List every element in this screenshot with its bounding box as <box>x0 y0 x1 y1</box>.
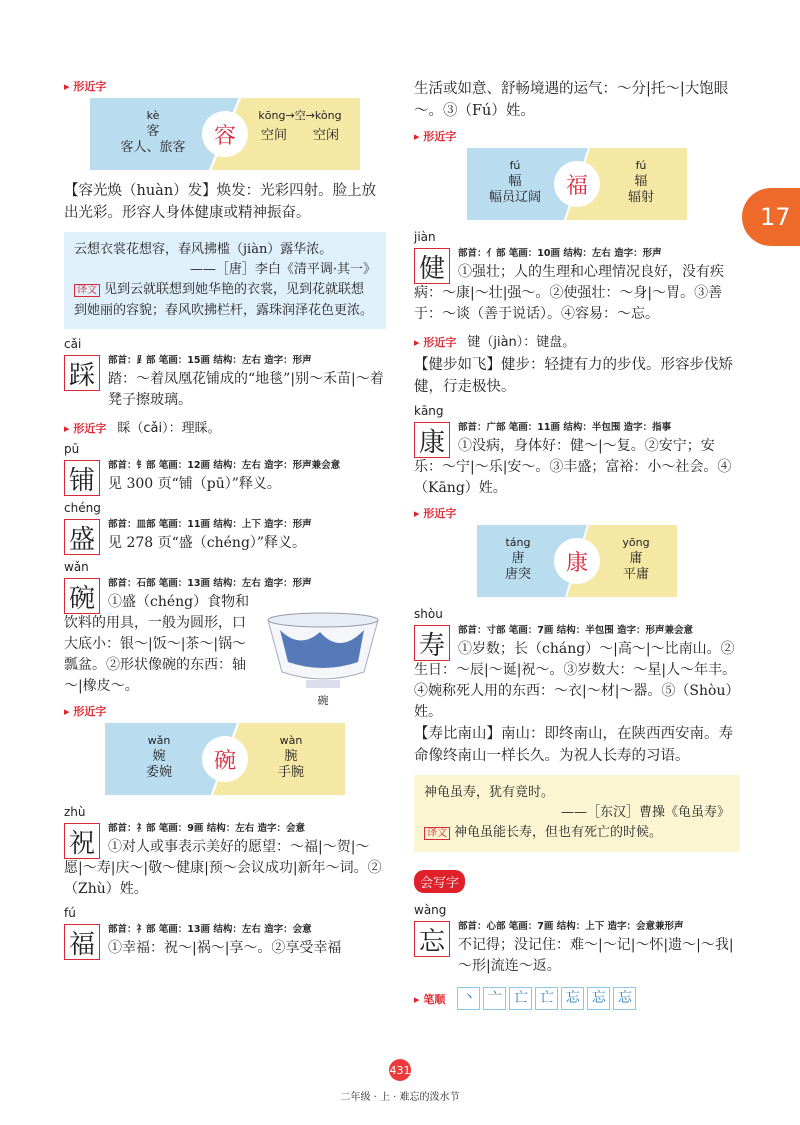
entry-shou <box>414 607 740 723</box>
cmp-b-word: 辐射 <box>627 190 654 205</box>
entry-meta: 部首：石部 笔画：13画 结构：左右 造字：形声 <box>108 578 312 589</box>
cmp-b1-word: 空间 <box>260 128 287 143</box>
write-chars-label: 会写字 <box>414 870 465 893</box>
cmp-b-char: 辐 <box>634 174 648 189</box>
cmp-a-char: 婉 <box>152 749 166 764</box>
idiom-rongguanghuanfa: 【容光焕（huàn）发】焕发：光彩四射。脸上放出光彩。形容人身体健康或精神振奋。 <box>64 183 377 221</box>
entry-definition: ①岁数；长（cháng）～|高～|～比南山。②生日：～辰|～诞|祝～。③岁数大：～星|人～年丰。④婉称死人用的东西：～衣|～材|～器。⑤（Shòu）姓。 <box>414 641 740 720</box>
compare-box-kang <box>477 525 677 597</box>
poem-translation: 见到云就联想到她华艳的衣裳，见到花就联想到她丽的容貌；春风吹拂栏杆，露珠润泽花色更浓。 <box>74 282 374 318</box>
cmp-center-char: 福 <box>554 161 600 207</box>
page-number: 431 <box>389 1059 411 1081</box>
stroke-step: 丶 <box>457 987 480 1010</box>
entry-meta: 部首：皿部 笔画：11画 结构：上下 造字：形声 <box>108 519 312 530</box>
entry-char: 康 <box>414 422 450 458</box>
entry-meta: 部首：钅部 笔画：12画 结构：左右 造字：形声兼会意 <box>108 460 341 471</box>
poem-box-cao-cao <box>414 775 740 852</box>
cmp-b-char: 庸 <box>629 551 643 566</box>
translation-tag: 译文 <box>74 284 100 297</box>
entry-kang <box>414 404 740 499</box>
poem-translation: 神龟虽能长寿，但也有死亡的时候。 <box>454 825 663 840</box>
footer-title: 二年级 · 上 · 难忘的泼水节 <box>340 1092 460 1103</box>
cmp-b1-char: 空 <box>294 109 306 122</box>
entry-pinyin: shòu <box>414 607 443 621</box>
similar-chars-label: ▸ 形近字 <box>64 703 386 719</box>
stroke-step: 亡 <box>509 987 532 1010</box>
entry-pu <box>64 442 386 495</box>
cmp-a-pinyin: fú <box>509 159 521 172</box>
fu-definition-continued: 生活或如意、舒畅境遇的运气：～分|托～|大饱眼～。③（Fú）姓。 <box>414 81 729 119</box>
cmp-center-char: 碗 <box>202 736 248 782</box>
stroke-step: 亠 <box>483 987 506 1010</box>
entry-cai <box>64 337 386 411</box>
entry-meta: 部首：广部 笔画：11画 结构：半包围 造字：指事 <box>458 422 672 433</box>
cmp-a-char: 幅 <box>508 174 522 189</box>
entry-meta: 部首：寸部 笔画：7画 结构：半包围 造字：形声兼会意 <box>458 625 694 636</box>
cmp-b-pinyin: fú <box>635 159 647 172</box>
cmp-a-char: 客 <box>146 124 160 139</box>
cmp-b-char: 腕 <box>284 749 298 764</box>
cmp-a-word: 幅员辽阔 <box>488 190 541 205</box>
right-column <box>414 78 740 1010</box>
stroke-order <box>414 987 740 1010</box>
entry-zhu <box>64 805 386 900</box>
cmp-b-pinyin: yōng <box>622 536 650 549</box>
cmp-b-word: 手腕 <box>277 765 304 780</box>
translation-tag: 译文 <box>424 827 450 840</box>
entry-definition: ①幸福：祝～|祸～|享～。②享受幸福 <box>108 940 342 956</box>
entry-char: 铺 <box>64 460 100 496</box>
bowl-image <box>260 600 386 708</box>
stroke-step: 亡 <box>535 987 558 1010</box>
entry-meta: 部首：亻部 笔画：10画 结构：左右 造字：形声 <box>458 248 662 259</box>
cmp-a-pinyin: wǎn <box>147 734 171 747</box>
compare-box-rong: kè 客 客人、旅客 容 kōng→空→kòng 空间 空闲 <box>90 98 360 170</box>
left-column <box>64 72 386 959</box>
idiom-shoubinanshan: 【寿比南山】南山：即终南山，在陕西西安南。寿命像终南山一样长久。为祝人长寿的习语。 <box>414 726 733 764</box>
entry-fu <box>64 906 386 959</box>
entry-meta: 部首：⻊部 笔画：15画 结构：左右 造字：形声 <box>108 355 312 366</box>
cmp-center-char: 容 <box>202 111 248 157</box>
entry-pinyin: kāng <box>414 404 444 418</box>
cmp-a-char: 唐 <box>511 551 525 566</box>
stroke-step: 忘 <box>613 987 636 1010</box>
entry-definition: ①对人或事表示美好的愿望：～福|～贺|～愿|～寿|庆～|敬～健康|预～会议成功|新年～词。②（Zhù）姓。 <box>64 839 382 897</box>
entry-wang <box>414 903 740 977</box>
entry-char: 碗 <box>64 578 100 614</box>
entry-pinyin: wàng <box>414 903 447 917</box>
entry-char: 寿 <box>414 625 450 661</box>
cmp-b2-word: 空闲 <box>313 128 340 143</box>
entry-wan <box>64 560 386 707</box>
cmp-b-pinyin: wàn <box>279 734 303 747</box>
similar-chars-label: ▸ 形近字 <box>414 505 740 521</box>
entry-pinyin: pū <box>64 442 80 456</box>
entry-definition: ①强壮；人的生理和心理情况良好，没有疾病：～康|～壮|强～。②使强壮：～身|～胃。③善于：～谈（善于说话）。④容易：～忘。 <box>414 264 724 322</box>
similar-chars-label: ▸ 形近字 睬（cǎi）：理睬。 <box>64 417 386 436</box>
entry-meta: 部首：礻部 笔画：13画 结构：左右 造字：会意 <box>108 924 312 935</box>
cmp-center-char: 康 <box>554 538 600 584</box>
stroke-step: 忘 <box>587 987 610 1010</box>
similar-char-note: 键（jiàn）：键盘。 <box>467 335 576 350</box>
entry-char: 健 <box>414 248 450 284</box>
similar-chars-label: ▸ 形近字 键（jiàn）：键盘。 <box>414 331 740 350</box>
entry-char: 福 <box>64 924 100 960</box>
entry-jian <box>414 230 740 325</box>
poem-line: 神龟虽寿，犹有竟时。 <box>424 785 555 800</box>
entry-definition: 踏：～着凤凰花铺成的“地毯”|别～禾苗|～着凳子擦玻璃。 <box>108 371 384 408</box>
entry-char: 忘 <box>414 921 450 957</box>
entry-pinyin: jiàn <box>414 230 436 244</box>
bowl-caption: 碗 <box>317 694 329 707</box>
entry-cheng <box>64 501 386 554</box>
entry-pinyin: fú <box>64 906 76 920</box>
entry-pinyin: cǎi <box>64 337 82 351</box>
compare-box-wan <box>105 723 345 795</box>
poem-box-li-bai <box>64 232 386 329</box>
similar-chars-label: ▸ 形近字 <box>414 128 740 144</box>
entry-pinyin: chéng <box>64 501 101 515</box>
entry-definition: ①没病，身体好：健～|～复。②安宁；安乐：～宁|～乐|安～。③丰盛；富裕：小～社会。④（Kāng）姓。 <box>414 438 732 496</box>
cmp-b2-pinyin: kòng <box>314 109 342 122</box>
lesson-number-badge: 17 <box>742 188 800 246</box>
entry-meta: 部首：礻部 笔画：9画 结构：左右 造字：会意 <box>108 823 306 834</box>
poem-source: ——［东汉］曹操《龟虽寿》 <box>560 805 730 820</box>
entry-definition: 不记得；没记住：难～|～记|～怀|遗～|～我|～形|流连～返。 <box>458 937 734 974</box>
poem-source: ——［唐］李白《清平调·其一》 <box>189 262 376 277</box>
cmp-a-pinyin: kè <box>146 109 160 122</box>
compare-box-fu <box>467 148 687 220</box>
cmp-a-word: 客人、旅客 <box>120 140 186 155</box>
entry-definition: 见 300 页“铺（pū）”释义。 <box>108 476 281 492</box>
cmp-a-word: 唐突 <box>504 567 531 582</box>
entry-meta: 部首：心部 笔画：7画 结构：上下 造字：会意兼形声 <box>458 921 684 932</box>
entry-pinyin: zhù <box>64 805 86 819</box>
cmp-b-word: 平庸 <box>622 567 649 582</box>
similar-chars-label: ▸ 形近字 <box>64 78 386 94</box>
cmp-a-pinyin: táng <box>505 536 531 549</box>
stroke-order-label: ▸ 笔顺 <box>414 991 445 1007</box>
poem-line: 云想衣裳花想容，春风拂槛（jiàn）露华浓。 <box>74 242 333 257</box>
entry-pinyin: wǎn <box>64 560 89 574</box>
cmp-b1-pinyin: kōng <box>258 109 286 122</box>
entry-char: 踩 <box>64 355 100 391</box>
entry-definition: ①盛（chéng）食物和饮料的用具，一般为圆形，口大底小：银～|饭～|茶～|锅～瓢盆。②形状像碗的东西：轴～|橡皮～。 <box>64 594 250 694</box>
similar-char-note: 睬（cǎi）：理睬。 <box>117 421 221 436</box>
entry-char: 祝 <box>64 823 100 859</box>
cmp-a-word: 委婉 <box>145 765 172 780</box>
entry-char: 盛 <box>64 519 100 555</box>
entry-definition: 见 278 页“盛（chéng）”释义。 <box>108 535 307 551</box>
idiom-jianburufei: 【健步如飞】健步：轻捷有力的步伐。形容步伐矫健，行走极快。 <box>414 357 733 395</box>
stroke-step: 忘 <box>561 987 584 1010</box>
